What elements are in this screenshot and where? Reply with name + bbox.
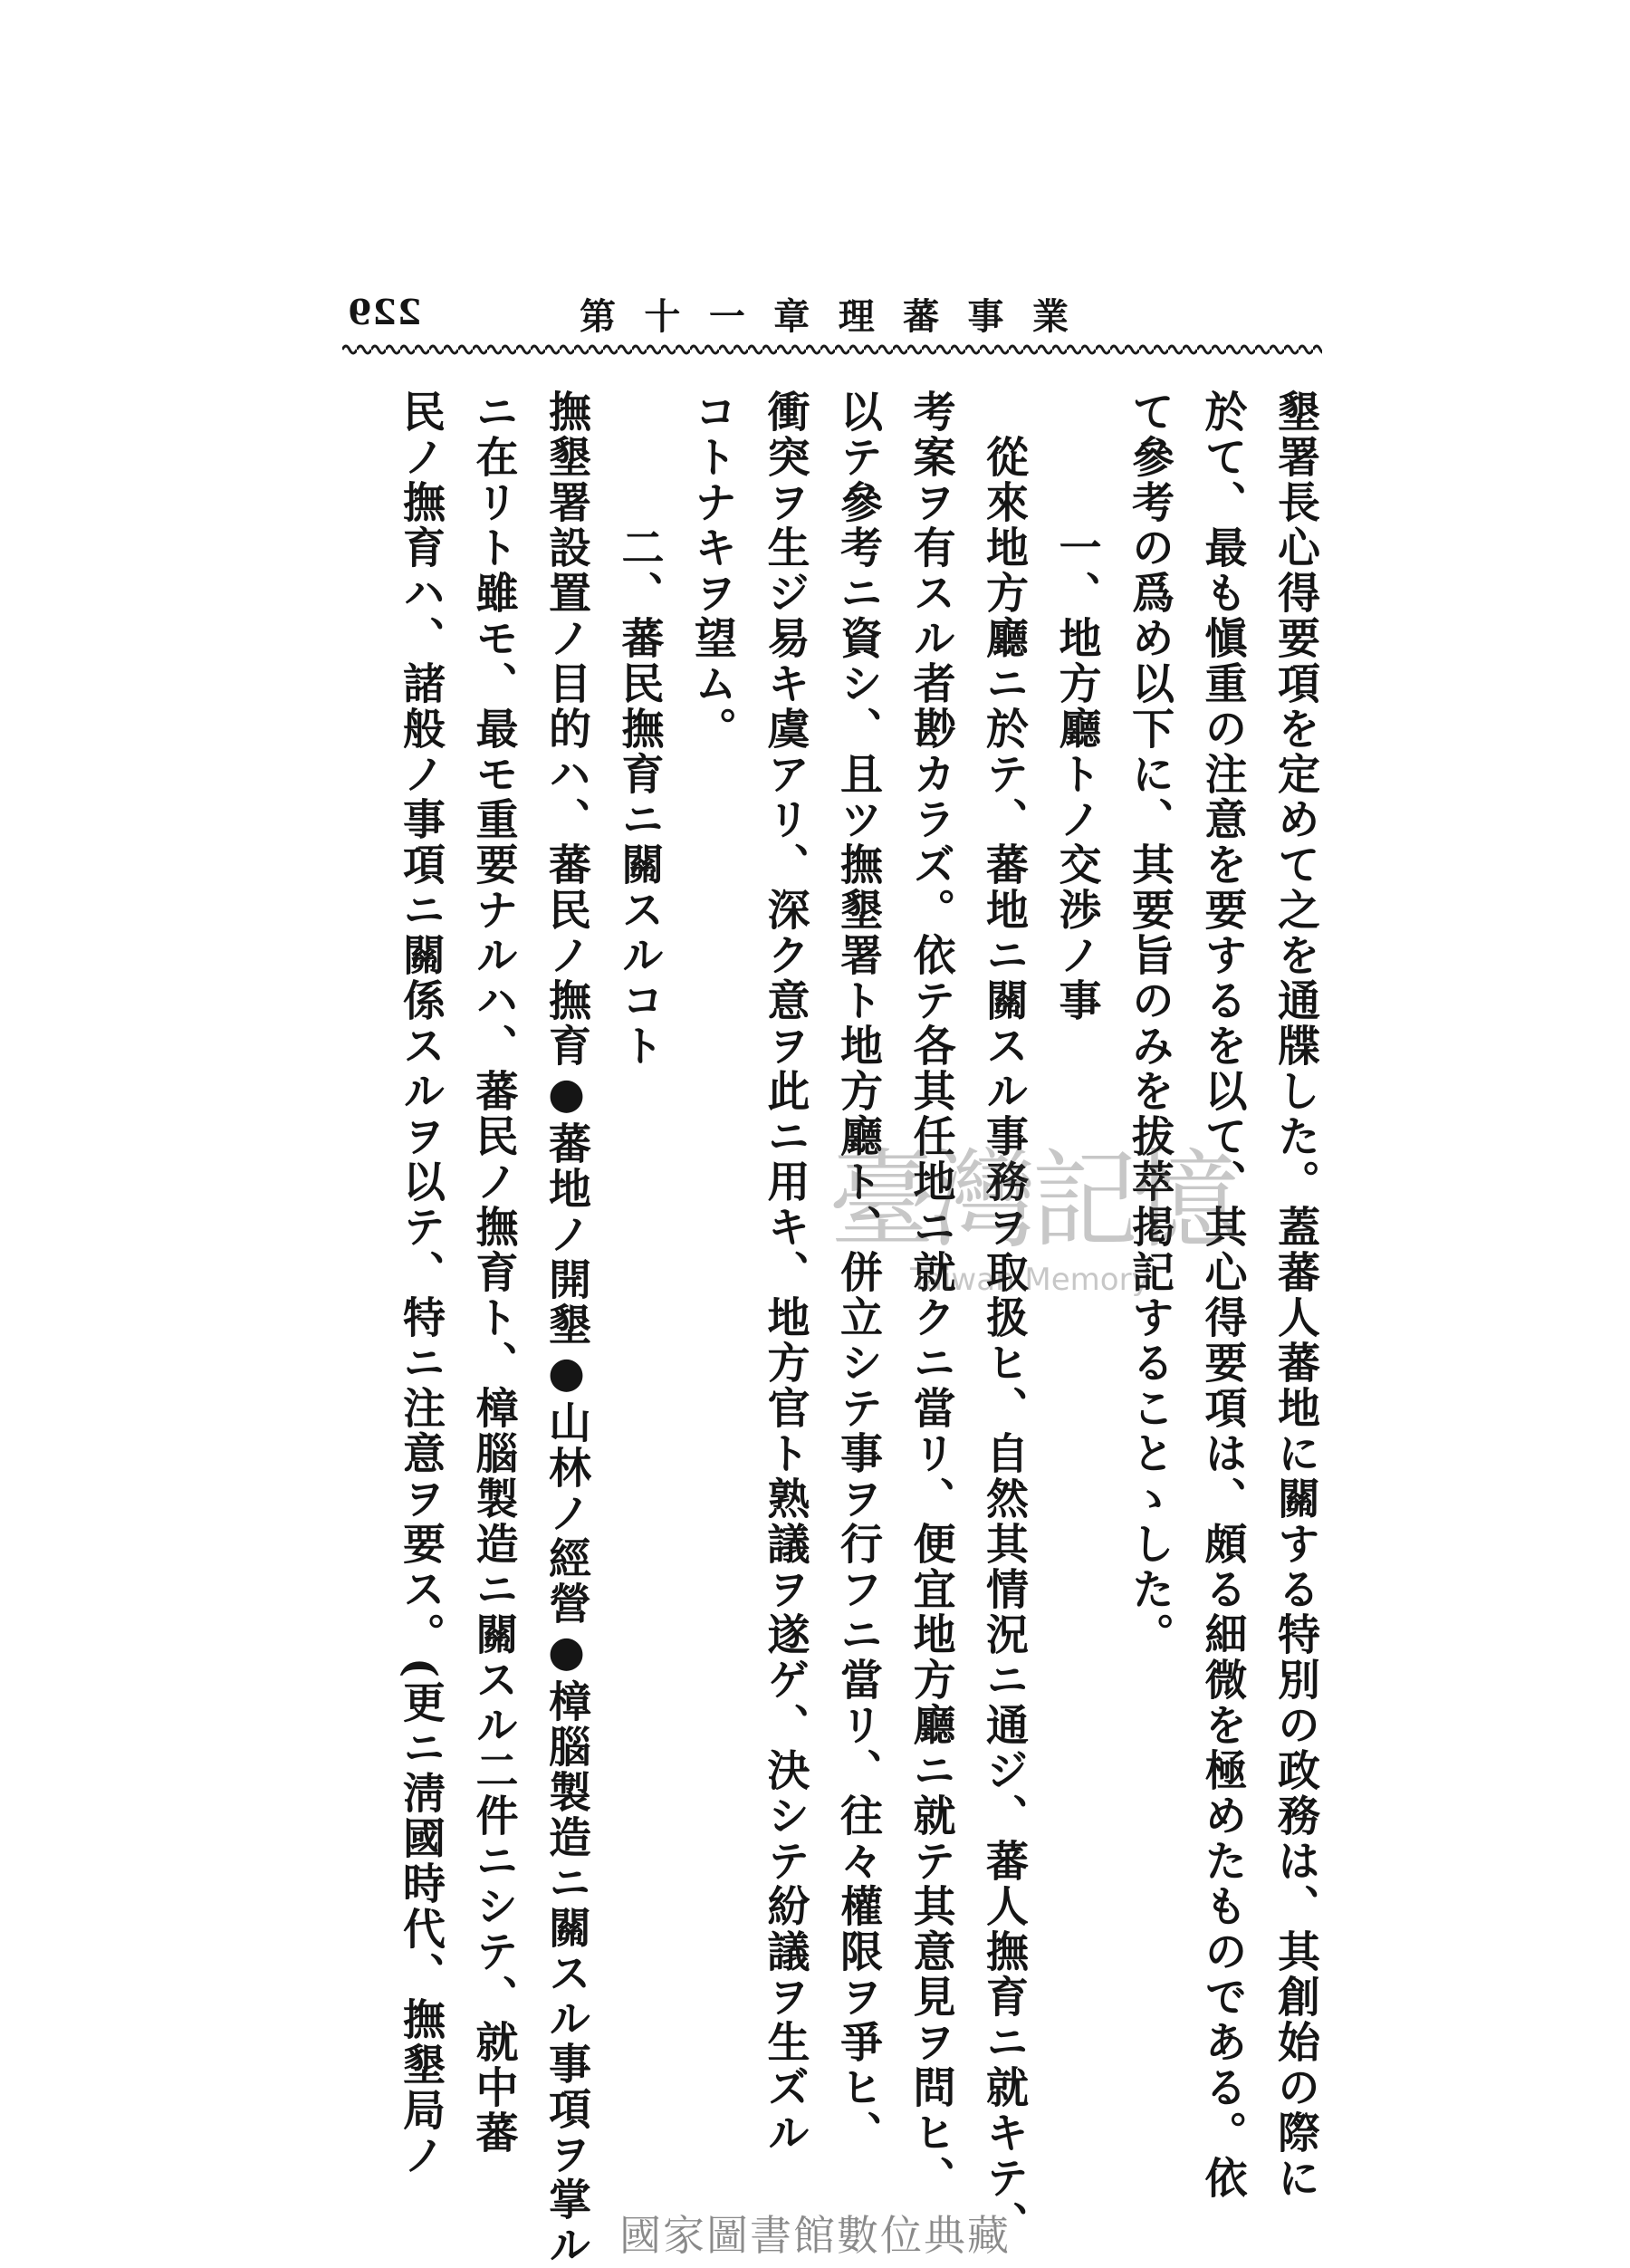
archive-footer-label: 國家圖書館數位典藏 bbox=[619, 2211, 1011, 2260]
running-title-char: 蕃 bbox=[903, 295, 940, 338]
body-line: 以テ參考ニ資シ、且ツ撫墾署ト地方廳ト、併立シテ事ヲ行フニ當リ、往々權限ヲ爭ヒ、 bbox=[833, 389, 883, 2156]
section-heading: 二、蕃民撫育ニ關スルコト bbox=[614, 525, 665, 1069]
section-heading: 一、地方廳トノ交渉ノ事 bbox=[1051, 525, 1102, 1023]
watermark-main-text: 臺灣記憶 bbox=[829, 1138, 1235, 1263]
running-title-char: 一 bbox=[708, 295, 745, 338]
body-line: ニ在リト雖モ、最モ重要ナルハ、蕃民ノ撫育ト、樟腦製造ニ關スル二件ニシテ、就中蕃 bbox=[468, 389, 519, 2156]
page-number: 229 bbox=[347, 292, 422, 332]
body-line: 衝突ヲ生ジ易キ虞アリ、深ク意ヲ此ニ用キ、地方官ト熟議ヲ遂ゲ、決シテ紛議ヲ生ズル bbox=[760, 389, 810, 2156]
body-line: 墾署長心得要項を定めて之を通牒した。蓋蕃人蕃地に關する特別の政務は、其創始の際に bbox=[1270, 389, 1320, 2201]
body-line: 於て、最も愼重の注意を要するを以て、其心得要項は、頗る細微を極めたものである。依 bbox=[1197, 389, 1248, 2201]
running-title-char: 章 bbox=[773, 295, 810, 338]
running-title-char: 事 bbox=[967, 295, 1004, 338]
running-title-char: 業 bbox=[1031, 295, 1069, 338]
running-title-char: 第 bbox=[580, 295, 616, 338]
body-line: 考案ヲ有スル者尠カラズ。依テ各其任地ニ就クニ當リ、便宜地方廳ニ就テ其意見ヲ問ヒ、 bbox=[906, 389, 956, 2201]
body-line: 從來地方廳ニ於テ、蕃地ニ關スル事務ヲ取扱ヒ、自然其情況ニ通ジ、蕃人撫育ニ就キテ、 bbox=[979, 435, 1029, 2246]
wavy-rule bbox=[342, 339, 1322, 360]
taiwan-memory-watermark bbox=[829, 1138, 1281, 1318]
body-line: 民ノ撫育ハ、諸般ノ事項ニ關係スルヲ以テ、特ニ注意ヲ要ス。(更ニ淸國時代、撫墾局ノ bbox=[396, 389, 446, 2179]
running-title-char: 十 bbox=[644, 295, 681, 338]
running-title bbox=[580, 288, 1069, 340]
body-line: コトナキヲ望ム。 bbox=[687, 389, 737, 752]
body-line: て參考の爲め以下に、其要旨のみを拔萃掲記することゝした。 bbox=[1125, 389, 1175, 1658]
body-line: 撫墾署設置ノ目的ハ、蕃民ノ撫育●蕃地ノ開墾●山林ノ經營●樟腦製造ニ關スル事項ヲ掌ル bbox=[542, 389, 591, 2268]
watermark-sub-text: Taiwan Memory bbox=[910, 1262, 1150, 1298]
running-title-char: 理 bbox=[838, 295, 875, 338]
